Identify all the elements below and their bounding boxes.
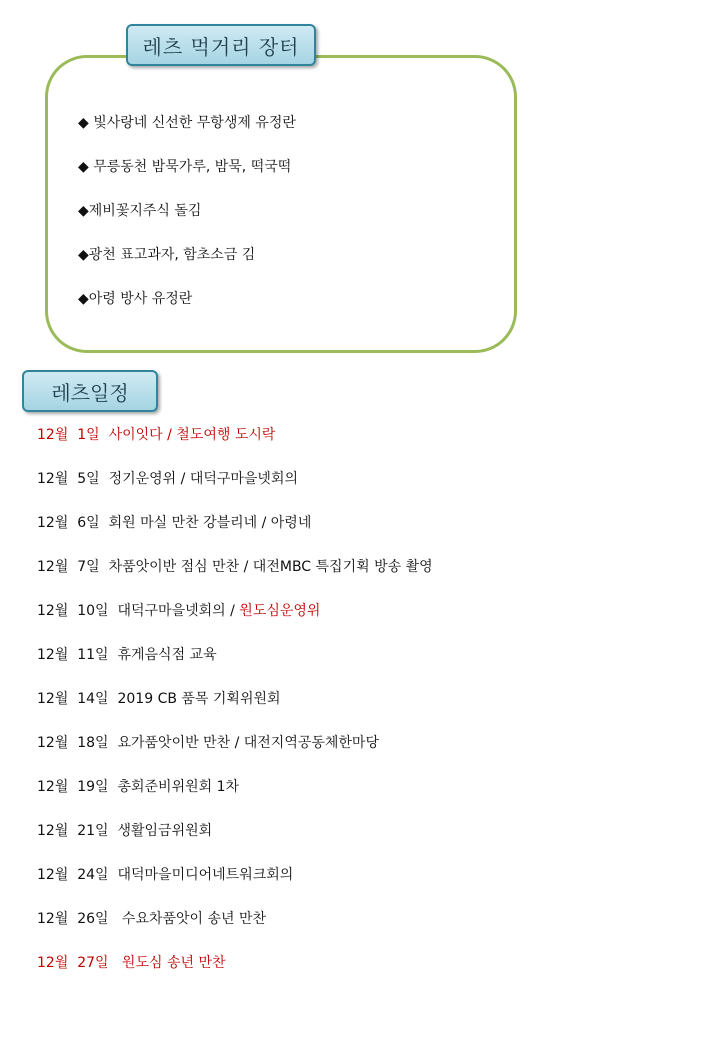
schedule-text: 차품앗이반 점심 만찬 / 대전MBC 특집기획 방송 촬영 (108, 559, 433, 575)
schedule-item (37, 469, 433, 513)
schedule-text: 생활임금위원회 (117, 823, 213, 839)
schedule-date: 12월 19일 (37, 779, 118, 795)
schedule-date: 12월 10일 (37, 603, 118, 619)
market-item: ◆아령 방사 유정란 (78, 291, 193, 307)
schedule-text: 2019 CB 품목 기획위원회 (117, 691, 281, 707)
schedule-text: 사이잇다 / 철도여행 도시락 (108, 427, 276, 443)
schedule-item (37, 425, 433, 469)
schedule-item (37, 777, 433, 821)
schedule-date: 12월 6일 (37, 515, 109, 531)
schedule-item (37, 909, 433, 953)
schedule-text-highlight: 원도심운영위 (239, 603, 321, 619)
schedule-item (37, 733, 433, 777)
schedule-date: 12월 11일 (37, 647, 118, 663)
schedule-date: 12월 26일 (37, 911, 118, 927)
schedule-title: 레츠일정 (22, 370, 158, 412)
schedule-text: 회원 마실 만찬 강블리네 / 아령네 (108, 515, 312, 531)
schedule-text: 수요차품앗이 송년 만찬 (117, 911, 267, 927)
schedule-date: 12월 21일 (37, 823, 118, 839)
schedule-text: 대덕마을미디어네트워크회의 (117, 867, 294, 883)
schedule-item (37, 865, 433, 909)
schedule-item (37, 513, 433, 557)
schedule-item (37, 953, 433, 997)
schedule-item (37, 601, 433, 645)
schedule-item (37, 689, 433, 733)
schedule-item (37, 645, 433, 689)
market-item: ◆제비꽃지주식 돌김 (78, 203, 202, 219)
schedule-date: 12월 24일 (37, 867, 118, 883)
schedule-text: 요가품앗이반 만찬 / 대전지역공동체한마당 (117, 735, 379, 751)
market-item: ◆광천 표고과자, 함초소금 김 (78, 247, 256, 263)
market-item: ◆ 빛사랑네 신선한 무항생제 유정란 (78, 115, 296, 131)
schedule-date: 12월 5일 (37, 471, 109, 487)
schedule-date: 12월 18일 (37, 735, 118, 751)
schedule-text: 대덕구마을넷회의 / (117, 603, 240, 619)
schedule-date: 12월 1일 (37, 427, 109, 443)
market-list (78, 113, 296, 333)
market-title: 레츠 먹거리 장터 (126, 24, 316, 66)
schedule-item (37, 821, 433, 865)
schedule-date: 12월 14일 (37, 691, 118, 707)
schedule-date: 12월 7일 (37, 559, 109, 575)
schedule-date: 12월 27일 (37, 955, 118, 971)
schedule-text: 정기운영위 / 대덕구마을넷회의 (108, 471, 299, 487)
schedule-text: 원도심 송년 만찬 (117, 955, 226, 971)
market-item: ◆ 무릉동천 밤묵가루, 밤묵, 떡국떡 (78, 159, 292, 175)
schedule-text: 휴게음식점 교육 (117, 647, 217, 663)
schedule-list (37, 425, 433, 997)
schedule-text: 총회준비위원회 1차 (117, 779, 240, 795)
schedule-item (37, 557, 433, 601)
